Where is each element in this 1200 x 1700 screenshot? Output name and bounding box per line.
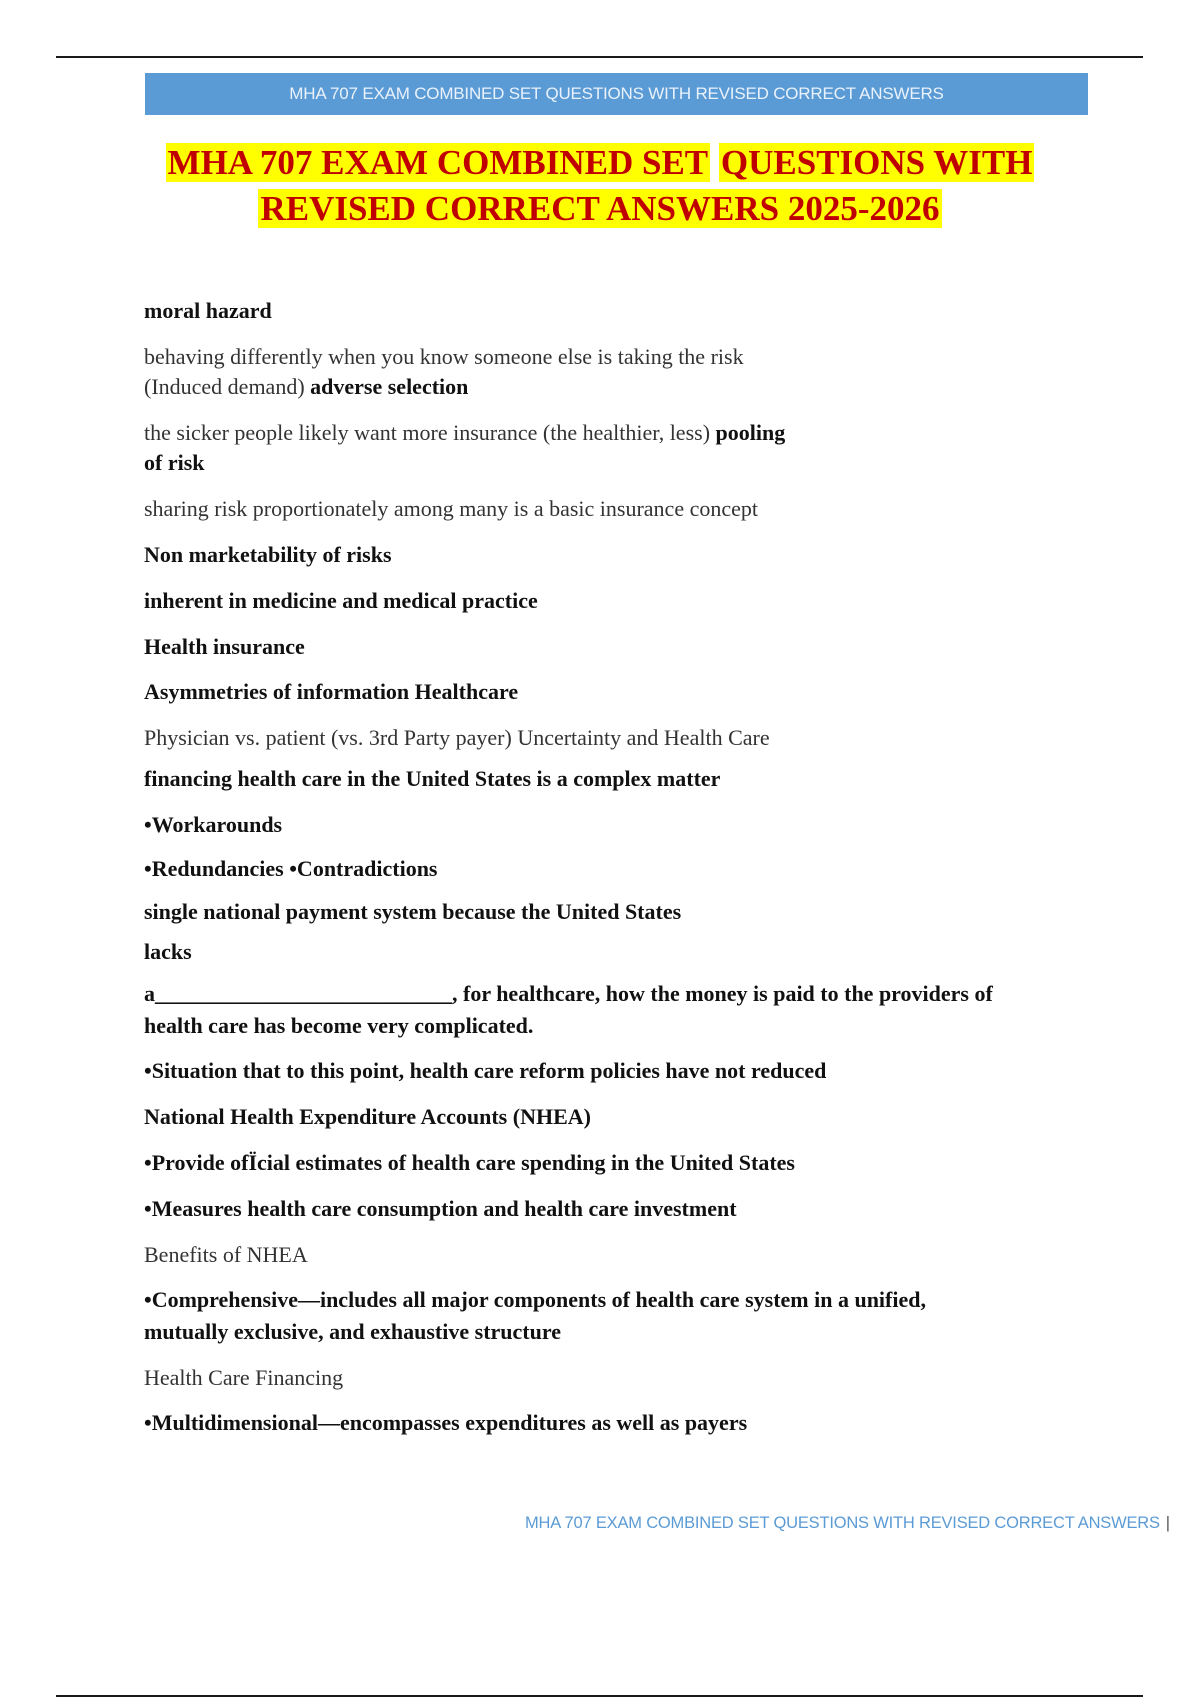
term-nhea: National Health Expenditure Accounts (NHEA) xyxy=(144,1104,591,1129)
header-banner xyxy=(145,73,1088,115)
term-non-marketability: Non marketability of risks xyxy=(144,542,392,567)
text-fill-blank: a___________________________, for healthcare, how the money is paid to the providers of xyxy=(144,981,993,1006)
text-financing: financing health care in the United States is a complex matter xyxy=(144,766,721,791)
term-asymmetries: Asymmetries of information Healthcare xyxy=(144,679,519,704)
footer-text: MHA 707 EXAM COMBINED SET QUESTIONS WITH REVISED CORRECT ANSWERS xyxy=(525,1514,1160,1532)
header-banner-text: MHA 707 EXAM COMBINED SET QUESTIONS WITH REVISED CORRECT ANSWERS xyxy=(289,84,944,103)
definition-moral-hazard: behaving differently when you know someone else is taking the risk xyxy=(144,344,744,369)
bullet-redundancies: •Redundancies •Contradictions xyxy=(144,856,438,881)
text-single-payment: single national payment system because the United States xyxy=(144,899,682,924)
page-footer xyxy=(525,1514,1170,1533)
bullet-situation: •Situation that to this point, health care reform policies have not reduced xyxy=(144,1058,827,1083)
term-of-risk: of risk xyxy=(144,450,205,475)
definition-pooling: sharing risk proportionately among many is a basic insurance concept xyxy=(144,496,758,521)
text-lacks: lacks xyxy=(144,939,192,964)
term-pooling: pooling xyxy=(715,420,786,445)
term-moral-hazard: moral hazard xyxy=(144,298,272,323)
text-inherent-medicine: inherent in medicine and medical practice xyxy=(144,588,538,613)
footer-separator: | xyxy=(1165,1514,1170,1532)
title-part3: REVISED CORRECT ANSWERS 2025-2026 xyxy=(260,189,940,228)
title-part2: QUESTIONS WITH xyxy=(720,143,1033,182)
text-complicated: health care has become very complicated. xyxy=(144,1013,534,1038)
bullet-multidimensional: •Multidimensional—encompasses expenditures as well as payers xyxy=(144,1410,748,1435)
text-benefits-nhea: Benefits of NHEA xyxy=(144,1242,308,1267)
text-mutually-exclusive: mutually exclusive, and exhaustive structure xyxy=(144,1319,561,1344)
bullet-official-estimates: •Provide ofÏcial estimates of health care spending in the United States xyxy=(144,1150,795,1175)
text-health-care-financing: Health Care Financing xyxy=(144,1365,344,1390)
bullet-comprehensive: •Comprehensive—includes all major components of health care system in a unified, xyxy=(144,1287,926,1312)
title-part1: MHA 707 EXAM COMBINED SET xyxy=(167,143,709,182)
term-adverse-selection: adverse selection xyxy=(310,374,469,399)
bullet-measures: •Measures health care consumption and health care investment xyxy=(144,1196,737,1221)
term-health-insurance: Health insurance xyxy=(144,634,305,659)
line-pooling: the sicker people likely want more insurance (the healthier, less) pooling xyxy=(144,420,786,445)
bullet-workarounds: •Workarounds xyxy=(144,812,283,837)
top-rule xyxy=(56,56,1143,58)
bottom-rule xyxy=(56,1695,1143,1697)
text-physician-patient: Physician vs. patient (vs. 3rd Party payer) Uncertainty and Health Care xyxy=(144,725,770,750)
line-adverse-selection: (Induced demand) adverse selection xyxy=(144,374,469,399)
document-title xyxy=(0,140,1200,232)
